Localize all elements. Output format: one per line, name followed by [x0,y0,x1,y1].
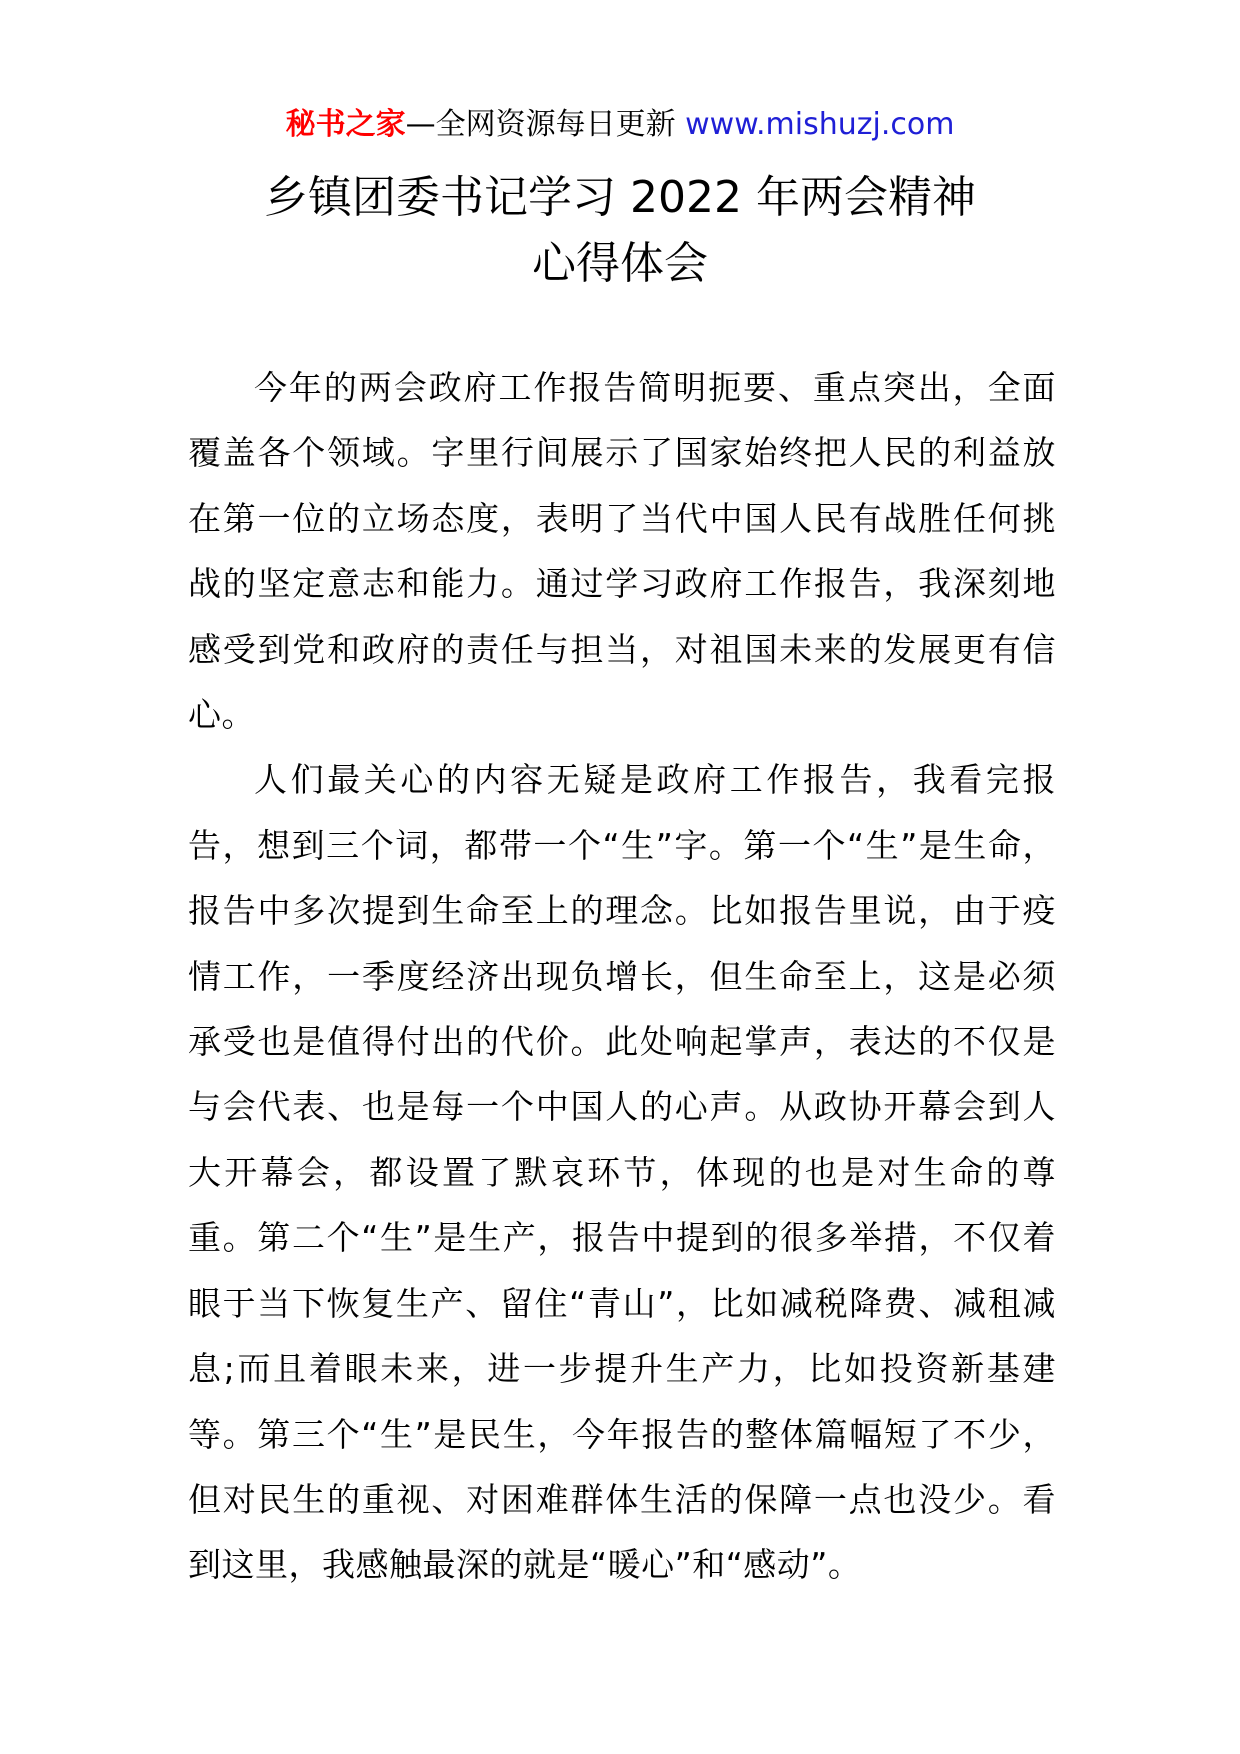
site-url-link[interactable]: www.mishuzj.com [685,107,955,142]
body-paragraph-2: 人们最关心的内容无疑是政府工作报告，我看完报告，想到三个词，都带一个“生”字。第一个“生”是生命，报告中多次提到生命至上的理念。比如报告里说，由于疫情工作，一季度经济出现负增长，但生命至上，这是必须承受也是值得付出的代价。此处响起掌声，表达的不仅是与会代表、也是每一个中国人的心声。从政协开幕会到人大开幕会，都设置了默哀环节，体现的也是对生命的尊重。第二个“生”是生产，报告中提到的很多举措，不仅着眼于当下恢复生产、留住“青山”，比如减税降费、减租减息;而且着眼未来，进一步提升生产力，比如投资新基建等。第三个“生”是民生，今年报告的整体篇幅短了不少，但对民生的重视、对困难群体生活的保障一点也没少。看到这里，我感触最深的就是“暖心”和“感动”。 [188,760,1056,1585]
document-title-line-2: 心得体会 [532,238,708,289]
brand-name: 秘书之家 [285,107,406,142]
body-paragraph-1: 今年的两会政府工作报告简明扼要、重点突出，全面覆盖各个领域。字里行间展示了国家始终把人民的利益放在第一位的立场态度，表明了当代中国人民有战胜任何挑战的坚定意志和能力。通过学习政府工作报告，我深刻地感受到党和政府的责任与担当，对祖国未来的发展更有信心。 [188,368,1056,735]
document-title-line-1: 乡镇团委书记学习 2022 年两会精神 [264,172,976,223]
document-body [188,355,1056,1598]
header-tagline: —全网资源每日更新 [405,107,686,142]
site-header [0,100,1240,150]
